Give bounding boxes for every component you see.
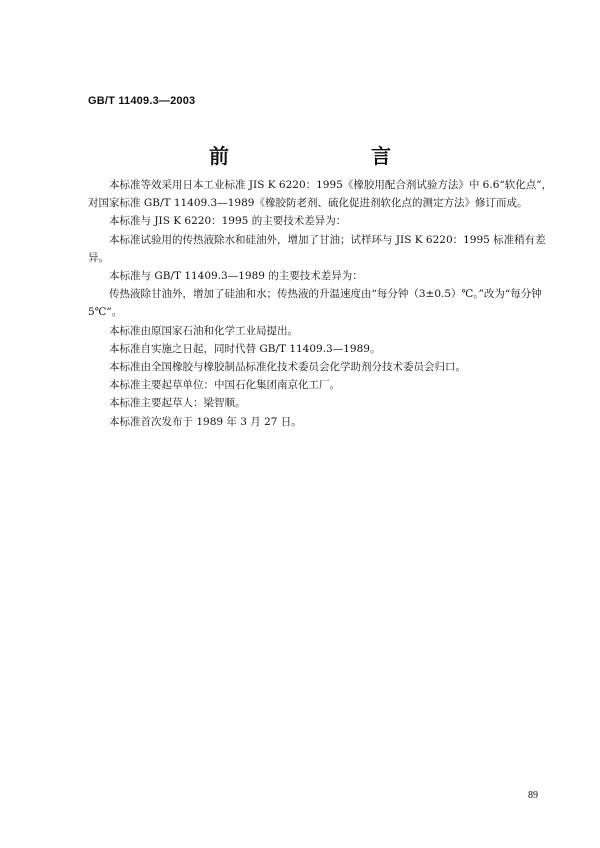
paragraph-proposed-by: 本标准由原国家石油和化学工业局提出。 [109,324,298,337]
paragraph-gbt-differences-heading: 本标准与 GB/T 11409.3—1989 的主要技术差异为： [109,270,363,283]
page-title: 前 言 [209,144,425,168]
paragraph-adoption-statement: 本标准等效采用日本工业标准 JIS K 6220：1995《橡胶用配合剂试验方法》中 6.6“软化点”，对国家标准 GB/T 11409.3—1989《橡胶防老剂、硫化促进剂软化点的测定方法》修订而成。 [88,179,553,210]
paragraph-jis-differences-detail: 本标准试验用的传热液除水和硅油外，增加了甘油；试样环与 JIS K 6220：1995 标准稍有差异。 [88,233,546,264]
paragraph-first-issued: 本标准首次发布于 1989 年 3 月 27 日。 [109,415,302,428]
paragraph-drafters: 本标准主要起草人：梁智顺。 [109,397,246,410]
paragraph-drafting-organization: 本标准主要起草单位：中国石化集团南京化工厂。 [109,379,340,392]
paragraph-gbt-differences-detail: 传热液除甘油外，增加了硅油和水；传热液的升温速度由“每分钟（3±0.5）℃。”改为“每分钟 5℃”。 [88,288,546,319]
paragraph-technical-committee: 本标准由全国橡胶与橡胶制品标准化技术委员会化学助剂分技术委员会归口。 [109,361,466,374]
paragraph-jis-differences-heading: 本标准与 JIS K 6220：1995 的主要技术差异为： [109,215,347,228]
page-number: 89 [528,790,538,801]
standard-code-header: GB/T 11409.3—2003 [88,95,196,107]
foreword-body [88,176,558,431]
paragraph-replaces: 本标准自实施之日起，同时代替 GB/T 11409.3—1989。 [109,342,381,355]
